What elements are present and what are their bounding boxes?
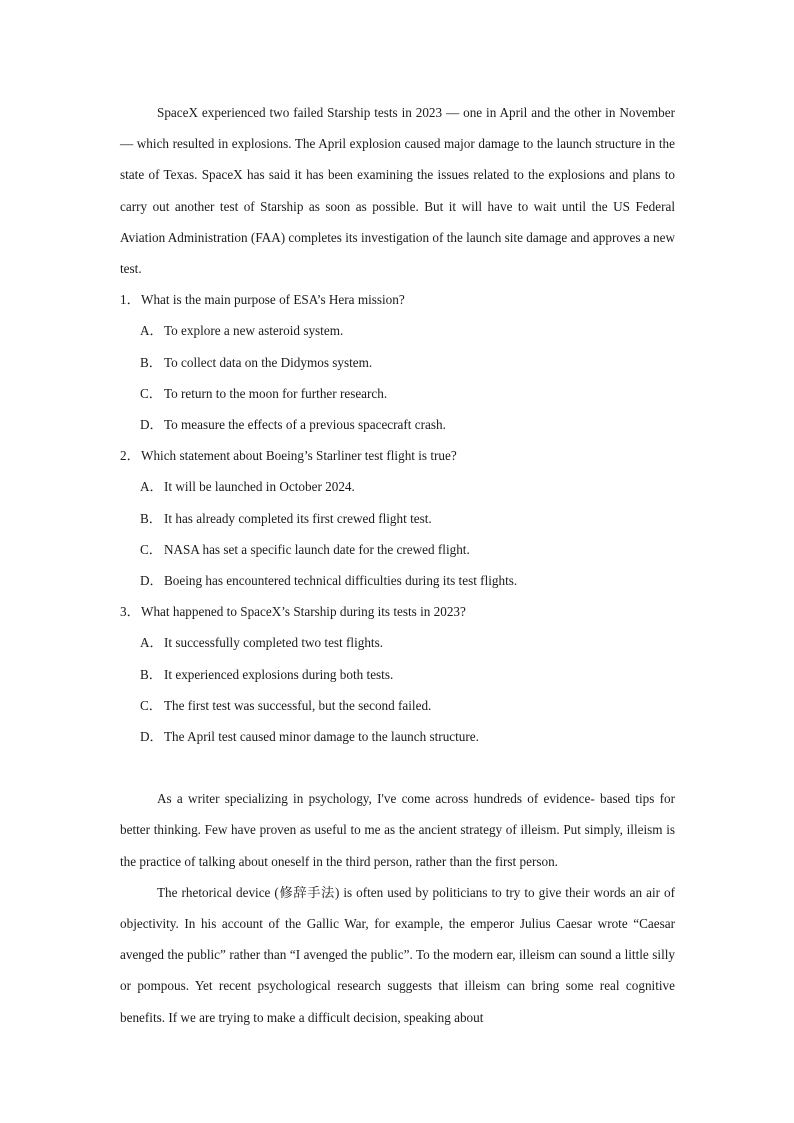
option-text: To return to the moon for further research. <box>164 385 388 401</box>
option-text: NASA has set a specific launch date for the crewed flight. <box>164 541 470 557</box>
answer-option <box>120 534 675 565</box>
question-2 <box>120 440 675 596</box>
answer-option <box>120 721 675 752</box>
option-text: The first test was successful, but the second failed. <box>164 697 432 713</box>
option-letter: A． <box>140 323 163 339</box>
option-letter: D． <box>140 417 163 433</box>
passage-paragraph: The rhetorical device (修辞手法) is often used by politicians to try to give their words an air of objectivity. In his account of the Gallic War, for example, the emperor Julius Caesar wrote “Caesar avenged the public” rather than “I avenged the public”. To the modern ear, illeism can sound a little silly or pompous. Yet recent psychological research suggests that illeism can bring some real cognitive benefits. If we are trying to make a difficult decision, speaking about <box>120 884 675 1025</box>
question-number: 3． <box>120 604 140 620</box>
option-letter: C． <box>140 697 162 713</box>
document-content <box>120 97 675 1033</box>
answer-option <box>120 315 675 346</box>
question-text: What is the main purpose of ESA’s Hera mission? <box>141 292 405 308</box>
option-letter: B． <box>140 354 162 370</box>
option-text: It has already completed its first crewed flight test. <box>164 510 432 526</box>
answer-option <box>120 503 675 534</box>
option-letter: C． <box>140 385 162 401</box>
answer-option <box>120 471 675 502</box>
question-number: 1． <box>120 292 140 308</box>
option-letter: D． <box>140 729 163 745</box>
question-stem <box>120 596 675 627</box>
option-text: The April test caused minor damage to the launch structure. <box>164 729 479 745</box>
answer-option <box>120 378 675 409</box>
answer-option <box>120 690 675 721</box>
option-text: To collect data on the Didymos system. <box>164 354 373 370</box>
option-letter: B． <box>140 510 162 526</box>
question-text: What happened to SpaceX’s Starship during its tests in 2023? <box>141 604 466 620</box>
section-gap <box>120 752 675 783</box>
question-3 <box>120 596 675 752</box>
question-number: 2． <box>120 448 140 464</box>
option-letter: B． <box>140 666 162 682</box>
question-stem <box>120 440 675 471</box>
answer-option <box>120 409 675 440</box>
option-text: It will be launched in October 2024. <box>164 479 355 495</box>
option-letter: A． <box>140 479 163 495</box>
passage-paragraph: As a writer specializing in psychology, I've come across hundreds of evidence- based tips for better thinking. Few have proven as useful to me as the ancient strategy of illeism. Put simply, illeism is the practice of talking about oneself in the third person, rather than the first person. <box>120 791 675 869</box>
answer-option <box>120 565 675 596</box>
passage-paragraph: SpaceX experienced two failed Starship tests in 2023 — one in April and the other in November — which resulted in explosions. The April explosion caused major damage to the launch structure in the state of Texas. SpaceX has said it has been examining the issues related to the explosions and plans to carry out another test of Starship as soon as possible. But it will have to wait until the US Federal Aviation Administration (FAA) completes its investigation of the launch site damage and approves a new test. <box>120 105 675 277</box>
question-text: Which statement about Boeing’s Starliner test flight is true? <box>141 448 457 464</box>
question-stem <box>120 284 675 315</box>
option-text: Boeing has encountered technical difficulties during its test flights. <box>164 573 518 589</box>
question-1 <box>120 284 675 440</box>
option-letter: C． <box>140 541 162 557</box>
answer-option <box>120 659 675 690</box>
option-text: It experienced explosions during both tests. <box>164 666 394 682</box>
option-text: It successfully completed two test flights. <box>164 635 384 651</box>
option-text: To explore a new asteroid system. <box>164 323 344 339</box>
answer-option <box>120 347 675 378</box>
option-text: To measure the effects of a previous spacecraft crash. <box>164 417 446 433</box>
option-letter: D． <box>140 573 163 589</box>
answer-option <box>120 627 675 658</box>
option-letter: A． <box>140 635 163 651</box>
